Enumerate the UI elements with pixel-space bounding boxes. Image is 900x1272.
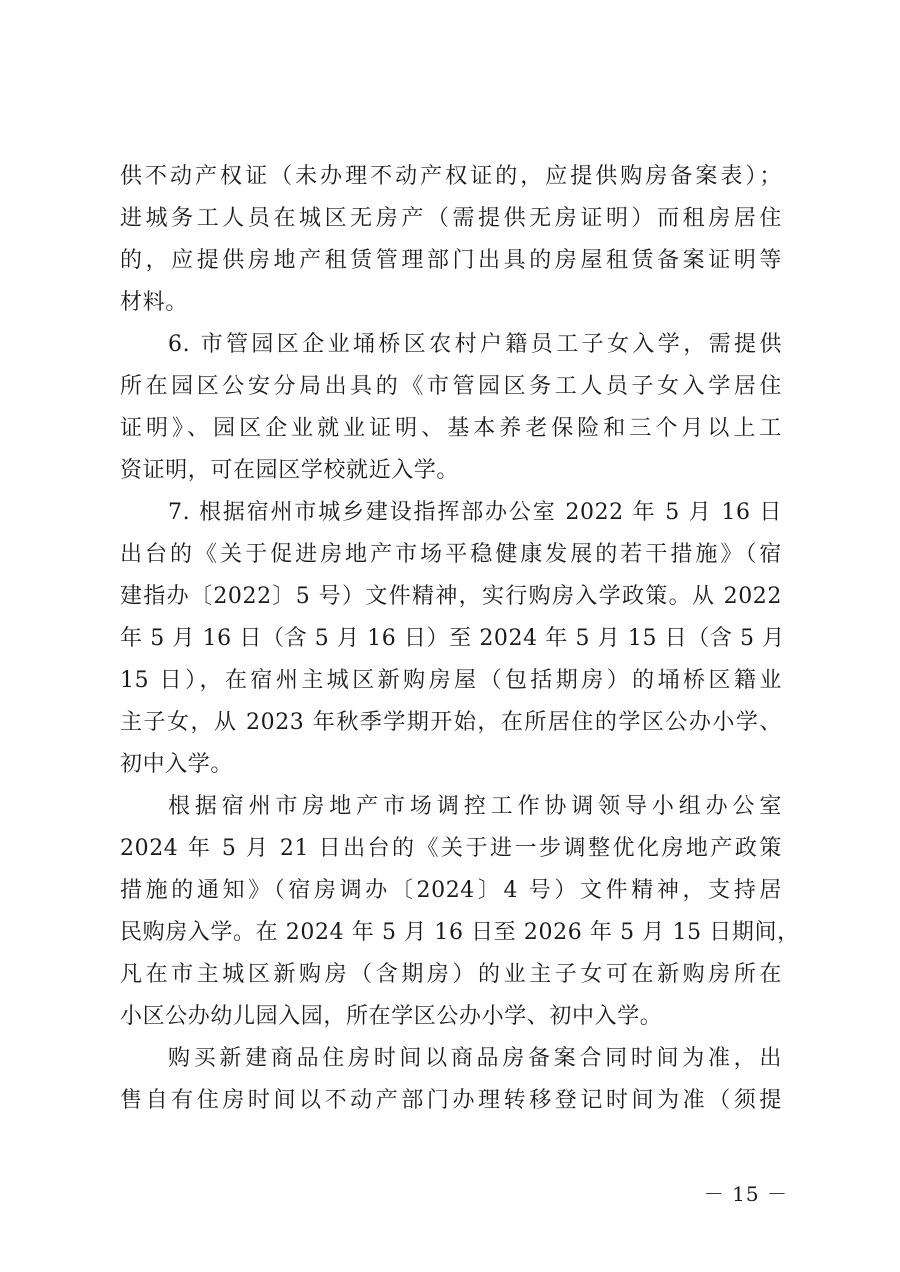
text-line: 资证明，可在园区学校就近入学。	[120, 458, 460, 483]
text-line: 年 5 月 16 日（含 5 月 16 日）至 2024 年 5 月 15 日（含 5 月	[120, 626, 785, 651]
text-line: 15 日），在宿州主城区新购房屋（包括期房）的埇桥区籍业	[120, 668, 782, 693]
text-line: 证明》、园区企业就业证明、基本养老保险和三个月以上工	[120, 416, 782, 441]
text-line: 6. 市管园区企业埇桥区农村户籍员工子女入学，需提供	[168, 332, 782, 357]
text-line: 主子女，从 2023 年秋季学期开始，在所居住的学区公办小学、	[120, 710, 782, 735]
text-line: 出台的《关于促进房地产市场平稳健康发展的若干措施》（宿	[120, 542, 782, 567]
text-line: 7. 根据宿州市城乡建设指挥部办公室 2022 年 5 月 16 日	[168, 500, 782, 525]
text-line: 小区公办幼儿园入园，所在学区公办小学、初中入学。	[120, 1004, 663, 1029]
body-text	[120, 156, 800, 1122]
text-line: 售自有住房时间以不动产部门办理转移登记时间为准（须提	[120, 1088, 782, 1113]
text-line: 初中入学。	[120, 752, 234, 777]
text-line: 材料。	[120, 290, 188, 315]
text-line: 进城务工人员在城区无房产（需提供无房证明）而租房居住	[120, 206, 782, 231]
text-line: 供不动产权证（未办理不动产权证的，应提供购房备案表）；	[120, 164, 782, 189]
text-line: 购买新建商品住房时间以商品房备案合同时间为准，出	[168, 1046, 782, 1071]
text-line: 措施的通知》（宿房调办〔2024〕4 号）文件精神，支持居	[120, 878, 782, 903]
text-line: 根据宿州市房地产市场调控工作协调领导小组办公室	[168, 794, 782, 819]
text-line: 2024 年 5 月 21 日出台的《关于进一步调整优化房地产政策	[120, 836, 782, 861]
text-line: 民购房入学。在 2024 年 5 月 16 日至 2026 年 5 月 15 日期间，	[120, 920, 800, 945]
text-line: 的，应提供房地产租赁管理部门出具的房屋租赁备案证明等	[120, 248, 782, 273]
text-line: 所在园区公安分局出具的《市管园区务工人员子女入学居住	[120, 374, 782, 399]
page-number: － 15 －	[703, 1182, 788, 1206]
text-line: 凡在市主城区新购房（含期房）的业主子女可在新购房所在	[120, 962, 782, 987]
text-line: 建指办〔2022〕5 号）文件精神，实行购房入学政策。从 2022	[120, 584, 782, 609]
